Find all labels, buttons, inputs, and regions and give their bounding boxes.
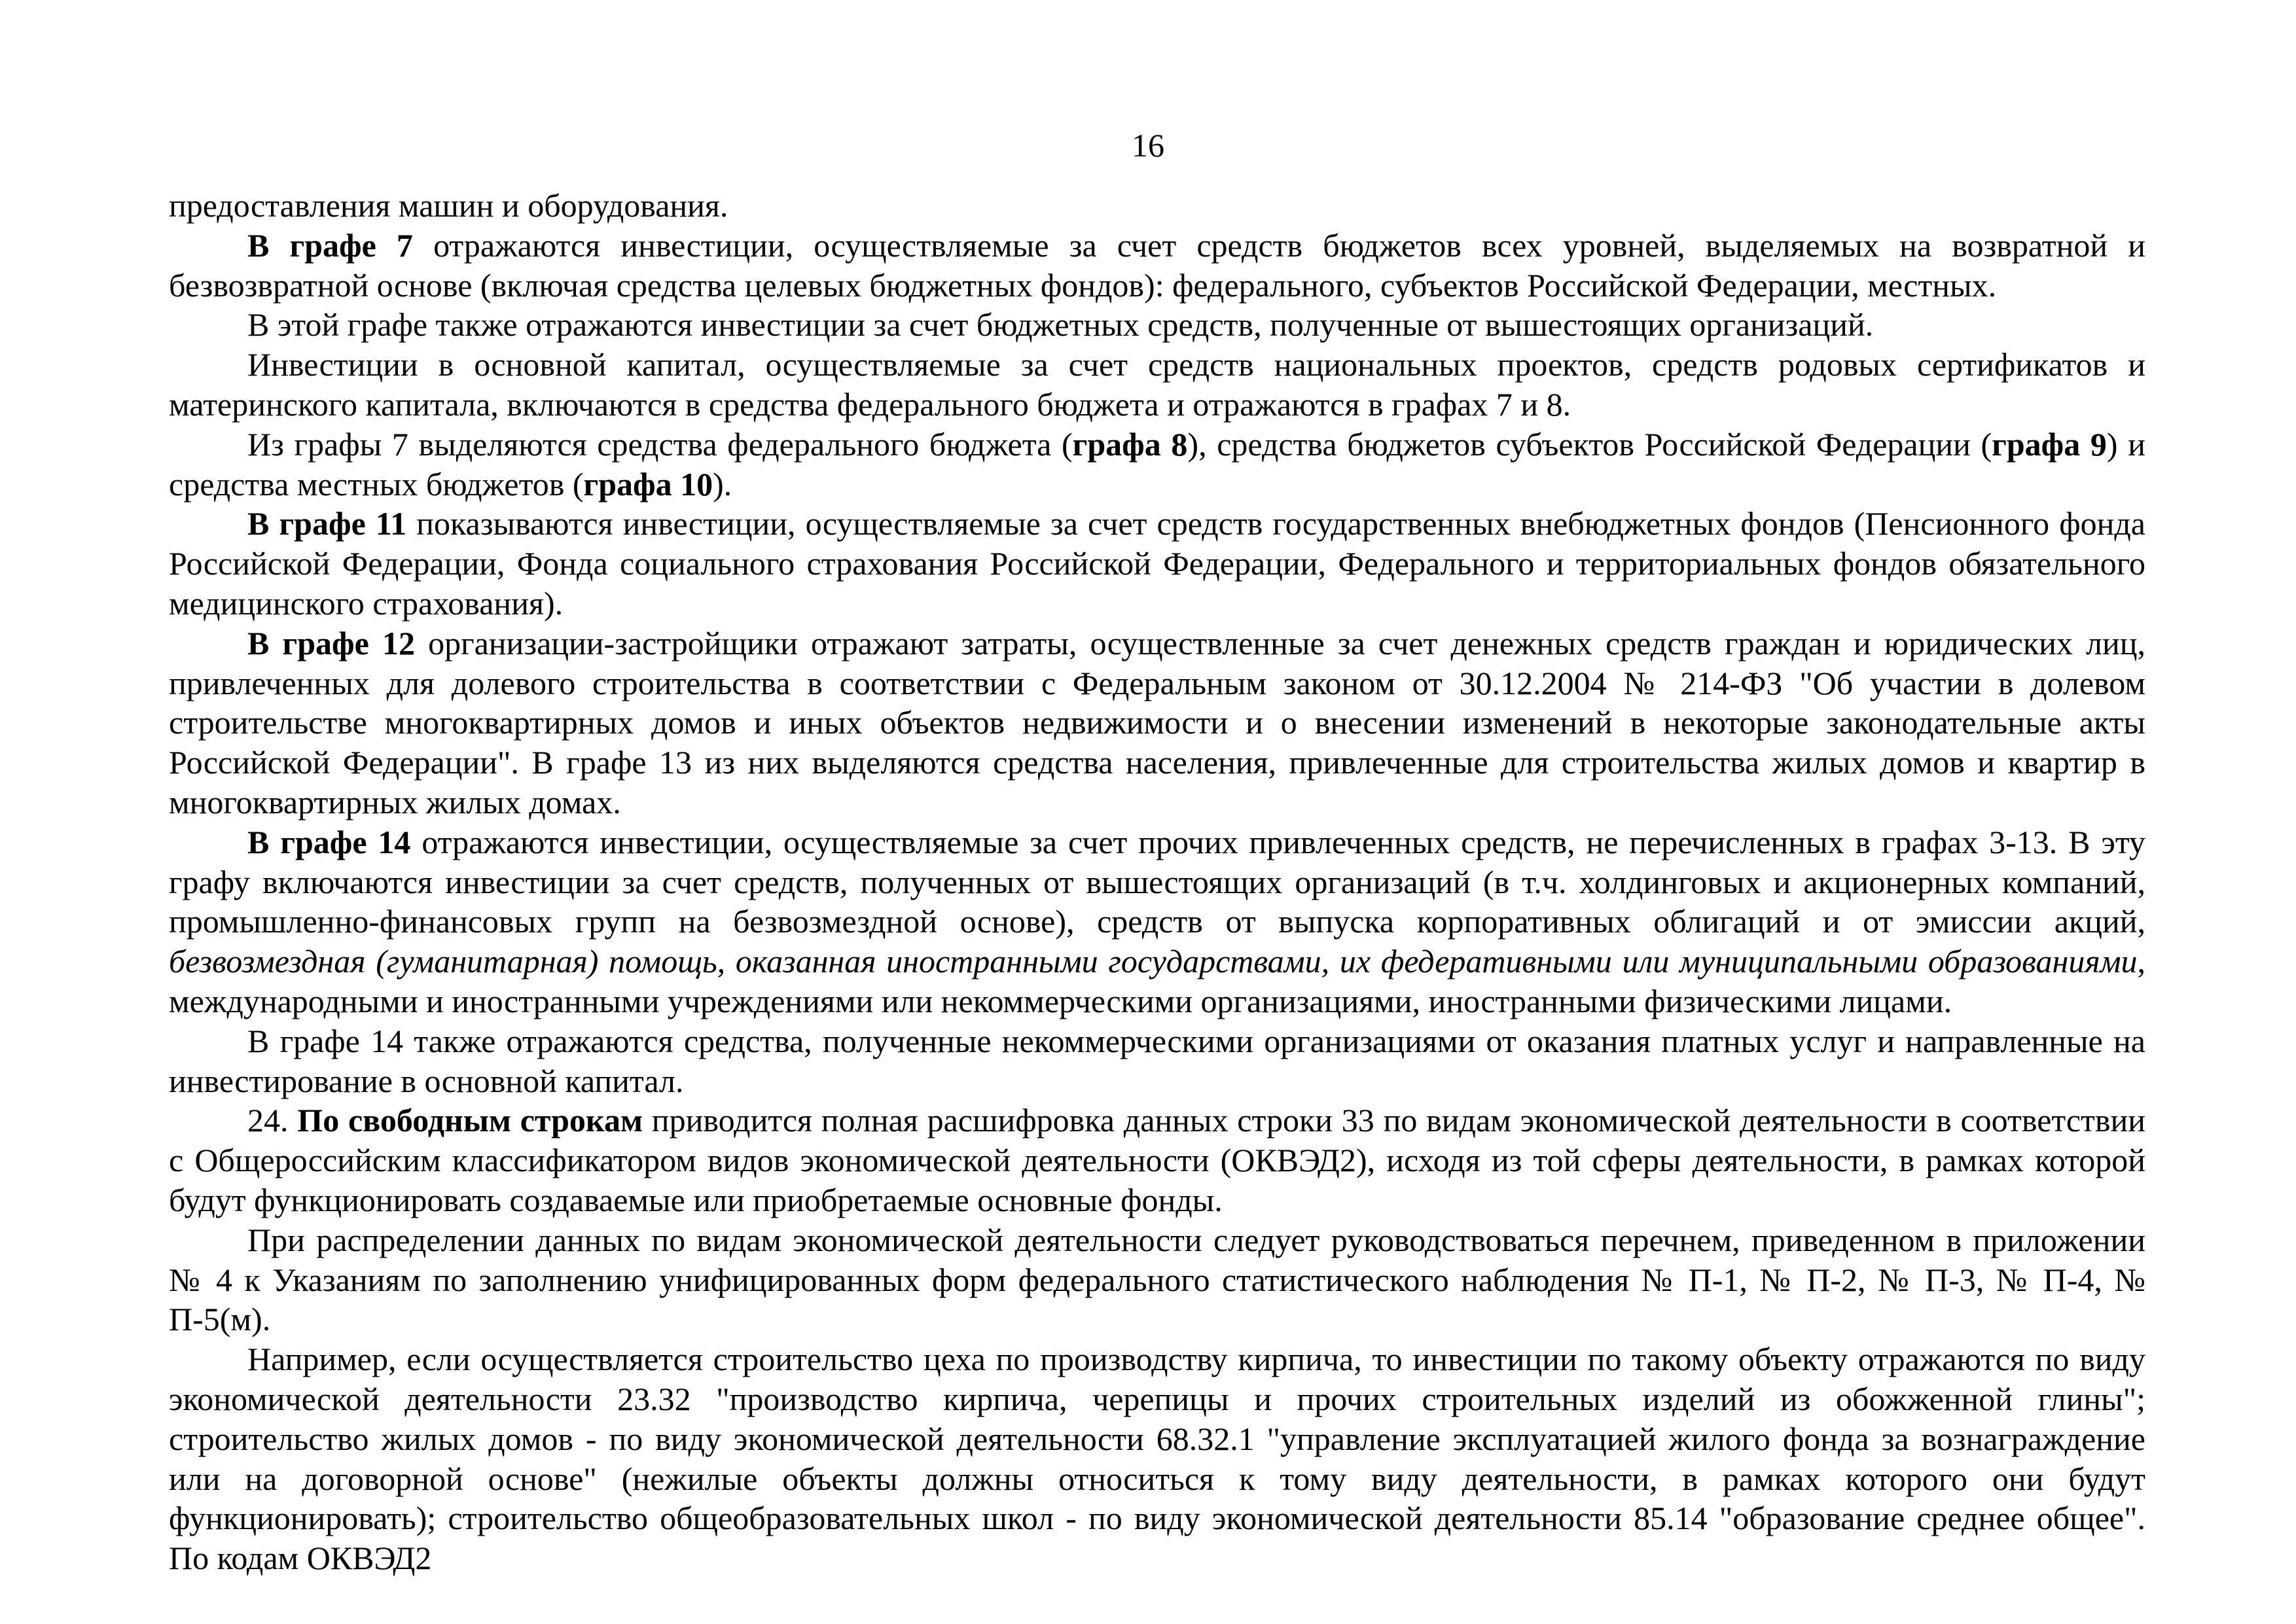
text-run: Из графы 7 выделяются средства федерального бюджета ( bbox=[247, 425, 1073, 463]
text-run: Инвестиции в основной капитал, осуществляемые за счет средств национальных проектов, средств родовых сертификатов и материнского капитала, включаются в средства федерального бюджета и отражаются в графах 7 и 8. bbox=[169, 346, 2145, 423]
text-run: 24. bbox=[247, 1102, 298, 1139]
text-run: В графе 14 также отражаются средства, полученные некоммерческими организациями от оказания платных услуг и направленные на инвестирование в основной капитал. bbox=[169, 1022, 2145, 1099]
paragraph-p2 bbox=[169, 226, 2145, 306]
paragraph-p10 bbox=[169, 1101, 2145, 1220]
paragraph-p1 bbox=[169, 186, 2145, 226]
text-run: отражаются инвестиции, осуществляемые за счет прочих привлеченных средств, не перечисленных в графах 3-13. В эту графу включаются инвестиции за счет средств, полученных от вышестоящих организаций (в т.ч. холдинговых и акционерных компаний, промышленно-финансовых групп на безвозмездной основе), средств от выпуска корпоративных облигаций и от эмиссии акций, bbox=[169, 823, 2146, 940]
paragraph-p7 bbox=[169, 624, 2145, 822]
paragraph-p4 bbox=[169, 345, 2145, 425]
text-run: приводится полная расшифровка данных строки 33 по видам экономической деятельности в соответствии с Общероссийским классификатором видов экономической деятельности (ОКВЭД2), исходя из той сферы деятельности, в рамках которой будут функционировать создаваемые или приобретаемые основные фонды. bbox=[169, 1102, 2146, 1218]
document-body bbox=[169, 186, 2145, 1578]
text-run: ). bbox=[713, 465, 732, 503]
text-run: организации-застройщики отражают затраты, осуществленные за счет денежных средств граждан и юридических лиц, привлеченных для долевого строительства в соответствии с Федеральным законом от 30.12.2004 № 214-ФЗ "Об участии в долевом строительстве многоквартирных домов и иных объектов недвижимости и о внесении изменений в некоторые законодательные акты Российской Федерации". В графе 13 из них выделяются средства населения, привлеченные для строительства жилых домов и квартир в многоквартирных жилых домах. bbox=[169, 624, 2145, 821]
bold-text: графа 8 bbox=[1072, 425, 1188, 463]
bold-text: В графе 14 bbox=[247, 823, 411, 860]
text-run: Например, если осуществляется строительство цеха по производству кирпича, то инвестиции по такому объекту отражаются по виду экономической деятельности 23.32 "производство кирпича, черепицы и прочих строительных изделий из обожженной глины"; строительство жилых домов - по виду экономической деятельности 68.32.1 "управление эксплуатацией жилого фонда за вознаграждение или на договорной основе" (нежилые объекты должны относиться к тому виду деятельности, в рамках которого они будут функционировать); строительство общеобразовательных школ - по виду экономической деятельности 85.14 "образование среднее общее". По кодам ОКВЭД2 bbox=[169, 1341, 2145, 1577]
paragraph-p8 bbox=[169, 822, 2145, 1021]
text-run: , международными и иностранными учреждениями или некоммерческими организациями, иностранными физическими лицами. bbox=[169, 943, 2145, 1019]
bold-text: В графе 7 bbox=[247, 226, 413, 264]
text-run: ) и средства местных бюджетов ( bbox=[169, 425, 2145, 503]
bold-text: графа 10 bbox=[583, 465, 713, 503]
bold-text: В графе 12 bbox=[247, 624, 415, 662]
text-run: показываются инвестиции, осуществляемые за счет средств государственных внебюджетных фондов (Пенсионного фонда Российской Федерации, Фонда социального страхования Российской Федерации, Федерального и территориальных фондов обязательного медицинского страхования). bbox=[169, 505, 2145, 622]
paragraph-p3 bbox=[169, 305, 2145, 345]
bold-text: графа 9 bbox=[1992, 425, 2107, 463]
paragraph-p6 bbox=[169, 504, 2145, 623]
paragraph-p12 bbox=[169, 1339, 2145, 1578]
text-run: предоставления машин и оборудования. bbox=[169, 187, 728, 224]
paragraph-p9 bbox=[169, 1021, 2145, 1101]
text-run: отражаются инвестиции, осуществляемые за счет средств бюджетов всех уровней, выделяемых на возвратной и безвозвратной основе (включая средства целевых бюджетных фондов): федерального, субъектов Российской Федерации, местных. bbox=[169, 226, 2145, 304]
italic-text: безвозмездная (гуманитарная) помощь, оказанная иностранными государствами, их федеративными или муниципальными образованиями bbox=[169, 943, 2138, 980]
text-run: При распределении данных по видам экономической деятельности следует руководствоваться перечнем, приведенном в приложении № 4 к Указаниям по заполнению унифицированных форм федерального статистического наблюдения № П-1, № П-2, № П-3, № П-4, № П-5(м). bbox=[169, 1221, 2145, 1338]
bold-text: В графе 11 bbox=[247, 505, 407, 542]
paragraph-p11 bbox=[169, 1220, 2145, 1339]
paragraph-p5 bbox=[169, 425, 2145, 504]
bold-text: По свободным строкам bbox=[297, 1102, 643, 1139]
page-number: 16 bbox=[1132, 127, 1164, 164]
text-run: ), средства бюджетов субъектов Российской Федерации ( bbox=[1187, 425, 1992, 463]
text-run: В этой графе также отражаются инвестиции за счет бюджетных средств, полученные от вышестоящих организаций. bbox=[247, 306, 1874, 344]
